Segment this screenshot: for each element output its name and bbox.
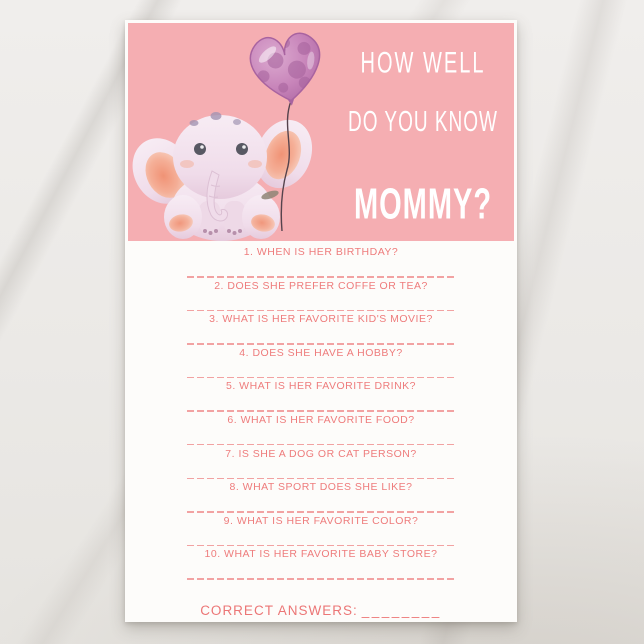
game-card [125, 20, 517, 622]
question-row [187, 281, 455, 315]
question-row [187, 549, 455, 583]
question-row [187, 415, 455, 449]
questions-list [187, 247, 455, 583]
title-line-2: DO YOU KNOW [348, 107, 498, 139]
correct-answers-blank: ________ [361, 603, 442, 618]
question-row [187, 314, 455, 348]
question-text: 5. WHAT IS HER FAVORITE DRINK? [225, 380, 417, 393]
correct-answers-row [125, 603, 517, 618]
question-row [187, 247, 455, 281]
question-text: 1. WHEN IS HER BIRTHDAY? [243, 246, 399, 258]
correct-answers-label: CORRECT ANSWERS: [200, 603, 358, 618]
question-row [187, 381, 455, 415]
elephant [132, 112, 321, 241]
card-header [128, 23, 514, 241]
question-text: 2. DOES SHE PREFER COFFE OR TEA? [214, 279, 428, 292]
answer-blank-line [187, 310, 455, 312]
answer-blank-line [187, 343, 455, 345]
question-row [187, 449, 455, 483]
question-text: 7. IS SHE A DOG OR CAT PERSON? [225, 447, 417, 460]
question-text: 8. WHAT SPORT DOES SHE LIKE? [229, 481, 413, 494]
question-text: 9. WHAT IS HER FAVORITE COLOR? [223, 514, 419, 527]
answer-blank-line [187, 410, 455, 412]
title-line-3: MOMMY? [353, 181, 493, 229]
answer-blank-line [187, 545, 455, 547]
heart-balloon [248, 31, 327, 111]
question-text: 10. WHAT IS HER FAVORITE BABY STORE? [204, 548, 438, 561]
answer-blank-line [187, 511, 455, 513]
answer-blank-line [187, 276, 455, 278]
question-row [187, 482, 455, 516]
question-text: 6. WHAT IS HER FAVORITE FOOD? [227, 413, 415, 426]
answer-blank-line [187, 578, 455, 580]
question-row [187, 348, 455, 382]
answer-blank-line [187, 377, 455, 379]
question-row [187, 516, 455, 550]
question-text: 4. DOES SHE HAVE A HOBBY? [239, 346, 403, 359]
elephant-balloon-illustration [132, 25, 337, 241]
title-line-1: HOW WELL [360, 47, 486, 80]
answer-blank-line [187, 444, 455, 446]
answer-blank-line [187, 478, 455, 480]
question-text: 3. WHAT IS HER FAVORITE KID'S MOVIE? [209, 313, 433, 326]
